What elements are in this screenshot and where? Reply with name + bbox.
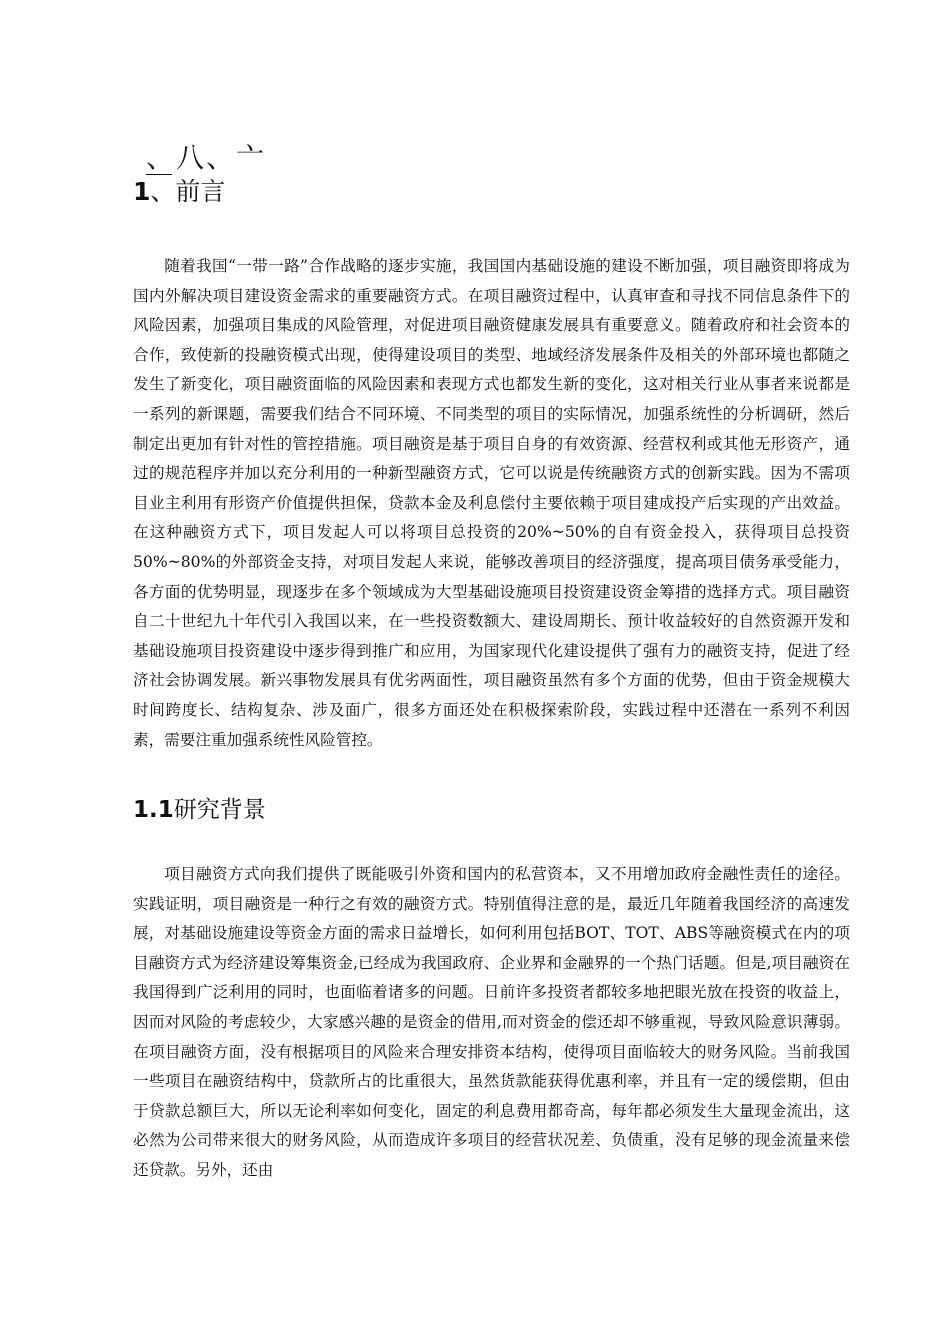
- subsection-title: 研究背景: [173, 797, 266, 823]
- stray-heading-marks: 、八、亠: [146, 141, 267, 174]
- section-number: 1: [133, 177, 151, 206]
- section-title: 、前言: [150, 177, 226, 206]
- section-heading-1: [133, 175, 225, 209]
- paragraph-research-background: 项目融资方式向我们提供了既能吸引外资和国内的私营资本，又不用增加政府金融性责任的途径。实践证明，项目融资是一种行之有效的融资方式。特别值得注意的是，最近几年随着我国经济的高速发展，对基础设施建设等资金方面的需求日益增长，如何利用包括BOT、TOT、ABS等融资模式在内的项目融资方式为经济建设筹集资金,已经成为我国政府、企业界和金融界的一个热门话题。但是,项目融资在我国得到广泛利用的同时，也面临着诸多的问题。日前许多投资者都较多地把眼光放在投资的收益上，因而对风险的考虑较少，大家感兴趣的是资金的借用,而对资金的偿还却不够重视，导致风险意识薄弱。在项目融资方面，没有根据项目的风险来合理安排资本结构，使得项目面临较大的财务风险。当前我国一些项目在融资结构中，贷款所占的比重很大，虽然货款能获得优惠利率，并且有一定的缓偿期，但由于贷款总额巨大，所以无论利率如何变化，固定的利息费用都奇高，每年都必须发生大量现金流出，这必然为公司带来很大的财务风险，从而造成许多项目的经营状况差、负债重，没有足够的现金流量来偿还贷款。另外，还由: [133, 865, 850, 1179]
- subsection-number: 1.1: [133, 797, 174, 823]
- section-heading-1-1: [133, 794, 266, 826]
- paragraph-introduction: 随着我国“一带一路”合作战略的逐步实施，我国国内基础设施的建设不断加强，项目融资即将成为国内外解决项目建设资金需求的重要融资方式。在项目融资过程中，认真审查和寻找不同信息条件下的风险因素，加强项目集成的风险管理，对促进项目融资健康发展具有重要意义。随着政府和社会资本的合作，致使新的投融资模式出现，使得建设项目的类型、地域经济发展条件及相关的外部环境也都随之发生了新变化，项目融资面临的风险因素和表现方式也都发生新的变化，这对相关行业从事者来说都是一系列的新课题，需要我们结合不同环境、不同类型的项目的实际情况，加强系统性的分析调研，然后制定出更加有针对性的管控措施。项目融资是基于项目自身的有效资源、经营权利或其他无形资产，通过的规范程序并加以充分利用的一种新型融资方式，它可以说是传统融资方式的创新实践。因为不需项目业主利用有形资产价值提供担保，贷款本金及利息偿付主要依赖于项目建成投产后实现的产出效益。在这种融资方式下，项目发起人可以将项目总投资的20%~50%的自有资金投入，获得项目总投资50%~80%的外部资金支持，对项目发起人来说，能够改善项目的经济强度，提高项目债务承受能力，各方面的优势明显，现逐步在多个领域成为大型基础设施项目投资建设资金筹措的选择方式。项目融资自二十世纪九十年代引入我国以来，在一些投资数额大、建设周期长、预计收益较好的自然资源开发和基础设施项目投资建设中逐步得到推广和应用，为国家现代化建设提供了强有力的融资支持，促进了经济社会协调发展。新兴事物发展具有优劣两面性，项目融资虽然有多个方面的优势，但由于资金规模大时间跨度长、结构复杂、涉及面广，很多方面还处在积极探索阶段，实践过程中还潜在一系列不利因素，需要注重加强系统性风险管控。: [133, 257, 850, 749]
